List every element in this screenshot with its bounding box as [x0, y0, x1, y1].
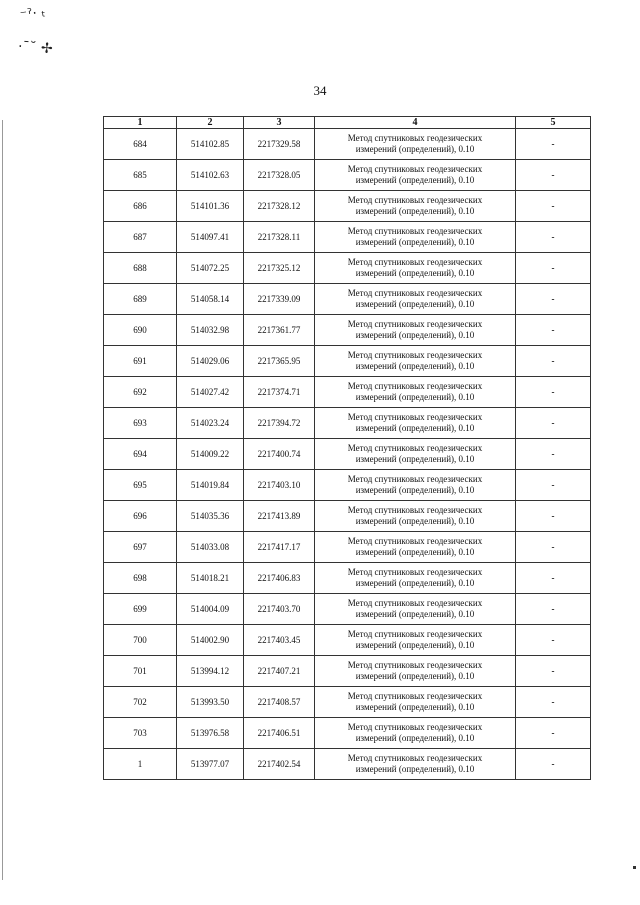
y-coordinate-cell: 2217403.70 — [244, 594, 315, 625]
table-row — [104, 718, 591, 749]
scan-edge-line — [2, 120, 3, 880]
method-cell — [315, 532, 516, 563]
point-number-cell: 698 — [104, 563, 177, 594]
method-line-1: Метод спутниковых геодезических — [347, 350, 483, 360]
method-cell — [315, 594, 516, 625]
table-row — [104, 222, 591, 253]
method-line-1: Метод спутниковых геодезических — [347, 412, 483, 422]
col5-cell: - — [516, 160, 591, 191]
col5-cell: - — [516, 594, 591, 625]
col5-cell: - — [516, 749, 591, 780]
point-number-cell: 703 — [104, 718, 177, 749]
method-line-2: измерений (определений), 0.10 — [355, 485, 475, 495]
table-row — [104, 501, 591, 532]
x-coordinate-cell: 514018.21 — [177, 563, 244, 594]
x-coordinate-cell: 514019.84 — [177, 470, 244, 501]
y-coordinate-cell: 2217406.51 — [244, 718, 315, 749]
scan-artifact-mark: ·ˉ˘ ✢ — [17, 38, 54, 58]
point-number-cell: 690 — [104, 315, 177, 346]
y-coordinate-cell: 2217406.83 — [244, 563, 315, 594]
col5-cell: - — [516, 501, 591, 532]
method-cell — [315, 687, 516, 718]
scan-artifact-dot — [633, 866, 636, 869]
x-coordinate-cell: 514102.85 — [177, 129, 244, 160]
y-coordinate-cell: 2217339.09 — [244, 284, 315, 315]
table-row — [104, 191, 591, 222]
y-coordinate-cell: 2217329.58 — [244, 129, 315, 160]
point-number-cell: 695 — [104, 470, 177, 501]
col5-cell: - — [516, 377, 591, 408]
method-line-2: измерений (определений), 0.10 — [355, 299, 475, 309]
method-cell — [315, 563, 516, 594]
method-line-1: Метод спутниковых геодезических — [347, 536, 483, 546]
point-number-cell: 697 — [104, 532, 177, 563]
table-row — [104, 749, 591, 780]
method-line-1: Метод спутниковых геодезических — [347, 598, 483, 608]
table-row — [104, 470, 591, 501]
method-cell — [315, 253, 516, 284]
method-line-1: Метод спутниковых геодезических — [347, 288, 483, 298]
method-line-1: Метод спутниковых геодезических — [347, 195, 483, 205]
method-line-1: Метод спутниковых геодезических — [347, 660, 483, 670]
col5-cell: - — [516, 625, 591, 656]
table-row — [104, 532, 591, 563]
x-coordinate-cell: 514027.42 — [177, 377, 244, 408]
y-coordinate-cell: 2217328.12 — [244, 191, 315, 222]
y-coordinate-cell: 2217403.10 — [244, 470, 315, 501]
y-coordinate-cell: 2217400.74 — [244, 439, 315, 470]
method-line-2: измерений (определений), 0.10 — [355, 578, 475, 588]
table-row — [104, 377, 591, 408]
table-row — [104, 346, 591, 377]
method-line-2: измерений (определений), 0.10 — [355, 547, 475, 557]
point-number-cell: 685 — [104, 160, 177, 191]
coordinates-table — [103, 116, 591, 780]
x-coordinate-cell: 514058.14 — [177, 284, 244, 315]
x-coordinate-cell: 514035.36 — [177, 501, 244, 532]
x-coordinate-cell: 513994.12 — [177, 656, 244, 687]
method-line-2: измерений (определений), 0.10 — [355, 671, 475, 681]
method-cell — [315, 222, 516, 253]
method-line-1: Метод спутниковых геодезических — [347, 226, 483, 236]
x-coordinate-cell: 514023.24 — [177, 408, 244, 439]
method-line-1: Метод спутниковых геодезических — [347, 443, 483, 453]
method-cell — [315, 501, 516, 532]
y-coordinate-cell: 2217403.45 — [244, 625, 315, 656]
method-line-2: измерений (определений), 0.10 — [355, 330, 475, 340]
col5-cell: - — [516, 284, 591, 315]
table-row — [104, 129, 591, 160]
header-col-5: 5 — [516, 117, 591, 129]
point-number-cell: 694 — [104, 439, 177, 470]
method-cell — [315, 470, 516, 501]
header-col-3: 3 — [244, 117, 315, 129]
col5-cell: - — [516, 563, 591, 594]
y-coordinate-cell: 2217328.11 — [244, 222, 315, 253]
point-number-cell: 684 — [104, 129, 177, 160]
header-col-4: 4 — [315, 117, 516, 129]
method-cell — [315, 284, 516, 315]
method-line-2: измерений (определений), 0.10 — [355, 237, 475, 247]
x-coordinate-cell: 514101.36 — [177, 191, 244, 222]
col5-cell: - — [516, 470, 591, 501]
col5-cell: - — [516, 253, 591, 284]
method-line-1: Метод спутниковых геодезических — [347, 753, 483, 763]
method-cell — [315, 439, 516, 470]
header-col-1: 1 — [104, 117, 177, 129]
col5-cell: - — [516, 129, 591, 160]
y-coordinate-cell: 2217413.89 — [244, 501, 315, 532]
y-coordinate-cell: 2217417.17 — [244, 532, 315, 563]
scan-artifact-mark: ⁻ˀ· ₜ — [19, 4, 47, 24]
table-row — [104, 625, 591, 656]
y-coordinate-cell: 2217408.57 — [244, 687, 315, 718]
x-coordinate-cell: 514033.08 — [177, 532, 244, 563]
method-cell — [315, 346, 516, 377]
y-coordinate-cell: 2217328.05 — [244, 160, 315, 191]
method-line-1: Метод спутниковых геодезических — [347, 722, 483, 732]
method-line-1: Метод спутниковых геодезических — [347, 164, 483, 174]
point-number-cell: 699 — [104, 594, 177, 625]
y-coordinate-cell: 2217394.72 — [244, 408, 315, 439]
table-row — [104, 594, 591, 625]
col5-cell: - — [516, 687, 591, 718]
x-coordinate-cell: 514004.09 — [177, 594, 244, 625]
x-coordinate-cell: 514072.25 — [177, 253, 244, 284]
x-coordinate-cell: 514032.98 — [177, 315, 244, 346]
col5-cell: - — [516, 191, 591, 222]
method-line-1: Метод спутниковых геодезических — [347, 319, 483, 329]
table-row — [104, 656, 591, 687]
y-coordinate-cell: 2217374.71 — [244, 377, 315, 408]
point-number-cell: 702 — [104, 687, 177, 718]
page-number: 34 — [313, 83, 327, 98]
method-cell — [315, 160, 516, 191]
method-line-2: измерений (определений), 0.10 — [355, 764, 475, 774]
table-row — [104, 160, 591, 191]
method-line-1: Метод спутниковых геодезических — [347, 629, 483, 639]
method-line-2: измерений (определений), 0.10 — [355, 702, 475, 712]
point-number-cell: 692 — [104, 377, 177, 408]
table-row — [104, 284, 591, 315]
x-coordinate-cell: 514029.06 — [177, 346, 244, 377]
x-coordinate-cell: 513976.58 — [177, 718, 244, 749]
point-number-cell: 691 — [104, 346, 177, 377]
method-line-1: Метод спутниковых геодезических — [347, 474, 483, 484]
y-coordinate-cell: 2217325.12 — [244, 253, 315, 284]
col5-cell: - — [516, 439, 591, 470]
point-number-cell: 1 — [104, 749, 177, 780]
method-cell — [315, 408, 516, 439]
method-cell — [315, 129, 516, 160]
method-cell — [315, 191, 516, 222]
x-coordinate-cell: 513993.50 — [177, 687, 244, 718]
col5-cell: - — [516, 346, 591, 377]
table-row — [104, 253, 591, 284]
y-coordinate-cell: 2217361.77 — [244, 315, 315, 346]
point-number-cell: 689 — [104, 284, 177, 315]
method-line-2: измерений (определений), 0.10 — [355, 609, 475, 619]
col5-cell: - — [516, 718, 591, 749]
y-coordinate-cell: 2217365.95 — [244, 346, 315, 377]
point-number-cell: 700 — [104, 625, 177, 656]
table-row — [104, 687, 591, 718]
y-coordinate-cell: 2217402.54 — [244, 749, 315, 780]
method-cell — [315, 625, 516, 656]
col5-cell: - — [516, 408, 591, 439]
method-line-1: Метод спутниковых геодезических — [347, 505, 483, 515]
method-cell — [315, 656, 516, 687]
method-line-2: измерений (определений), 0.10 — [355, 206, 475, 216]
col5-cell: - — [516, 315, 591, 346]
method-line-2: измерений (определений), 0.10 — [355, 516, 475, 526]
point-number-cell: 696 — [104, 501, 177, 532]
point-number-cell: 693 — [104, 408, 177, 439]
method-cell — [315, 749, 516, 780]
point-number-cell: 687 — [104, 222, 177, 253]
x-coordinate-cell: 514009.22 — [177, 439, 244, 470]
header-col-2: 2 — [177, 117, 244, 129]
table-body — [104, 129, 591, 780]
x-coordinate-cell: 514097.41 — [177, 222, 244, 253]
x-coordinate-cell: 513977.07 — [177, 749, 244, 780]
col5-cell: - — [516, 656, 591, 687]
point-number-cell: 686 — [104, 191, 177, 222]
table-row — [104, 315, 591, 346]
method-line-2: измерений (определений), 0.10 — [355, 268, 475, 278]
y-coordinate-cell: 2217407.21 — [244, 656, 315, 687]
method-line-1: Метод спутниковых геодезических — [347, 567, 483, 577]
method-line-2: измерений (определений), 0.10 — [355, 175, 475, 185]
method-cell — [315, 718, 516, 749]
method-cell — [315, 377, 516, 408]
table-row — [104, 408, 591, 439]
method-line-2: измерений (определений), 0.10 — [355, 423, 475, 433]
x-coordinate-cell: 514102.63 — [177, 160, 244, 191]
method-line-2: измерений (определений), 0.10 — [355, 361, 475, 371]
table-row — [104, 563, 591, 594]
col5-cell: - — [516, 532, 591, 563]
method-line-2: измерений (определений), 0.10 — [355, 733, 475, 743]
method-line-1: Метод спутниковых геодезических — [347, 133, 483, 143]
table-header-row — [104, 117, 591, 129]
method-cell — [315, 315, 516, 346]
method-line-2: измерений (определений), 0.10 — [355, 144, 475, 154]
col5-cell: - — [516, 222, 591, 253]
method-line-1: Метод спутниковых геодезических — [347, 691, 483, 701]
method-line-1: Метод спутниковых геодезических — [347, 257, 483, 267]
method-line-2: измерений (определений), 0.10 — [355, 640, 475, 650]
method-line-1: Метод спутниковых геодезических — [347, 381, 483, 391]
table-row — [104, 439, 591, 470]
method-line-2: измерений (определений), 0.10 — [355, 454, 475, 464]
point-number-cell: 701 — [104, 656, 177, 687]
point-number-cell: 688 — [104, 253, 177, 284]
method-line-2: измерений (определений), 0.10 — [355, 392, 475, 402]
x-coordinate-cell: 514002.90 — [177, 625, 244, 656]
